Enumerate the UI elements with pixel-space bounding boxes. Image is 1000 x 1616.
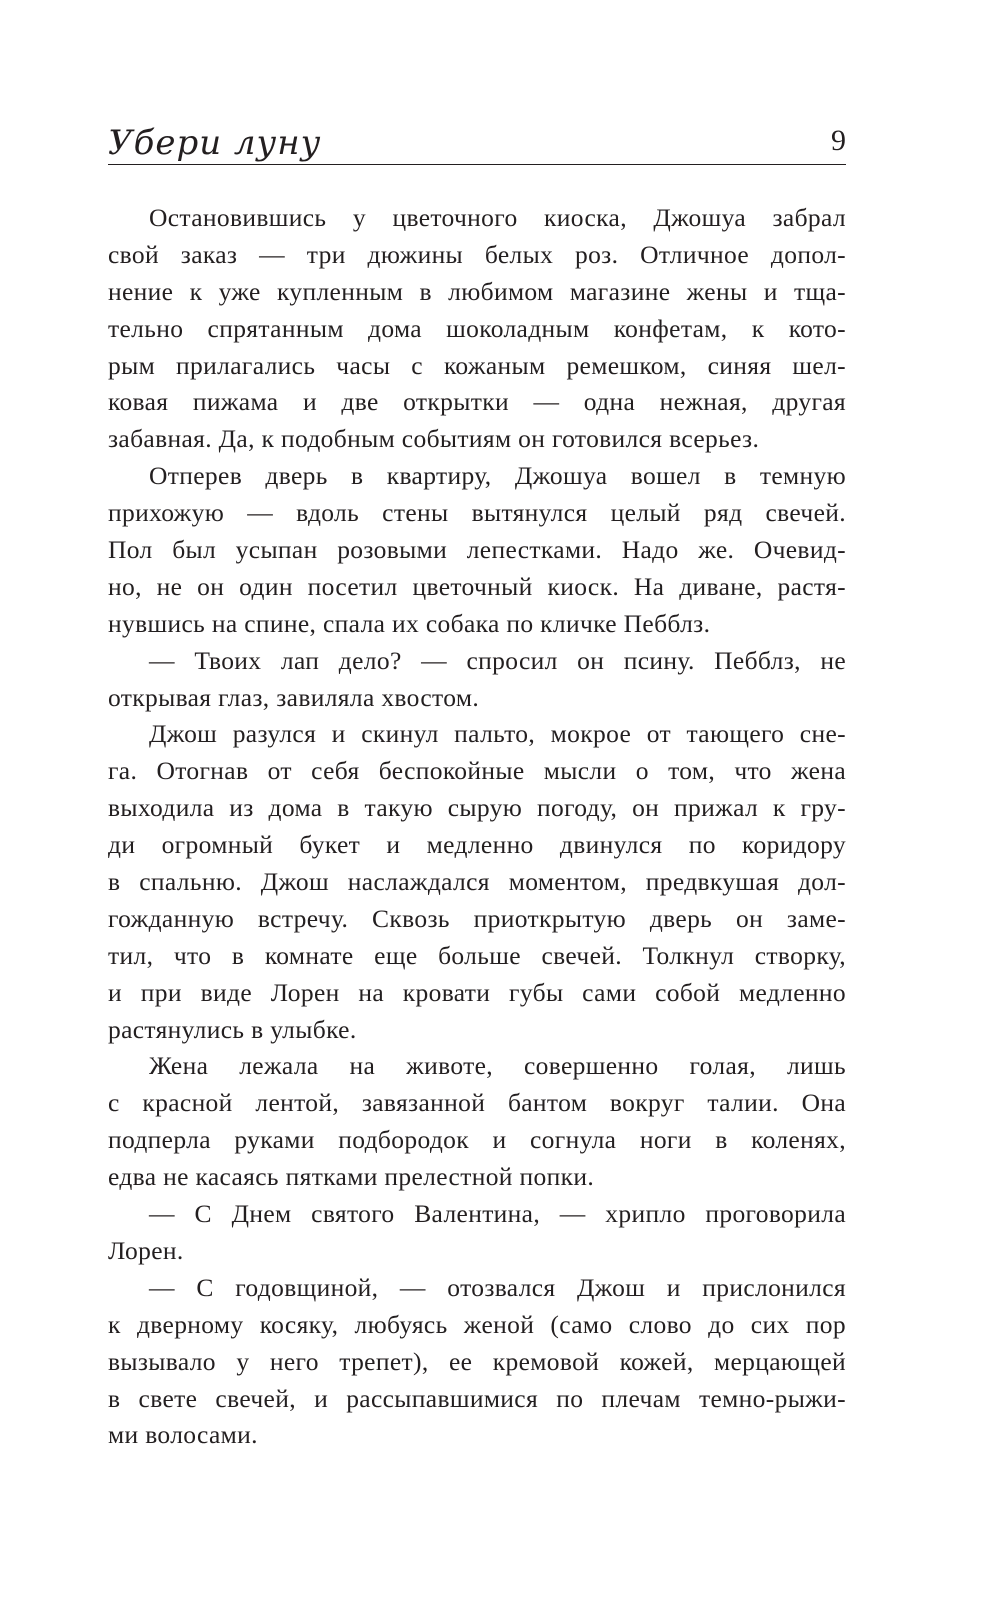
paragraph [108, 643, 846, 717]
text-line: подперла руками подбородок и согнула ноги в коленях, [108, 1125, 846, 1155]
text-line: — Твоих лап дело? — спросил он псину. Пебблз, не [149, 645, 846, 675]
text-line: Отперев дверь в квартиру, Джошуа вошел в темную [149, 461, 846, 491]
page-number: 9 [831, 124, 846, 157]
text-line: тил, что в комнате еще больше свечей. Толкнул створку, [108, 940, 846, 970]
text-line: га. Отогнав от себя беспокойные мысли о том, что жена [108, 756, 846, 786]
text-line: выходила из дома в такую сырую погоду, он прижал к гру- [108, 793, 846, 823]
page-header [108, 112, 846, 165]
text-line: ди огромный букет и медленно двинулся по коридору [108, 830, 846, 860]
text-line: Лорен. [108, 1235, 184, 1265]
paragraph [108, 716, 846, 1048]
text-line: рым прилагались часы с кожаным ремешком, синяя шел- [108, 350, 846, 380]
text-line: в свете свечей, и рассыпавшимися по плечам темно-рыжи- [108, 1383, 846, 1413]
text-line: свой заказ — три дюжины белых роз. Отличное допол- [108, 239, 846, 269]
text-line: забавная. Да, к подобным событиям он готовился всерьез. [108, 424, 760, 454]
text-line: нувшись на спине, спала их собака по кличке Пебблз. [108, 608, 711, 638]
text-line: гожданную встречу. Сквозь приоткрытую дверь он заме- [108, 903, 846, 933]
text-line: едва не касаясь пятками прелестной попки. [108, 1162, 595, 1192]
text-line: но, не он один посетил цветочный киоск. На диване, растя- [108, 571, 846, 601]
text-line: Пол был усыпан розовыми лепестками. Надо же. Очевид- [108, 535, 846, 565]
text-line: — С годовщиной, — отозвался Джош и прислонился [149, 1272, 846, 1302]
text-line: — С Днем святого Валентина, — хрипло проговорила [149, 1199, 846, 1229]
paragraph [108, 458, 846, 642]
text-line: ковая пижама и две открытки — одна нежная, другая [108, 387, 846, 417]
paragraph [108, 1270, 846, 1454]
text-line: нение к уже купленным в любимом магазине жены и тща- [108, 276, 846, 306]
text-line: тельно спрятанным дома шоколадным конфетам, к кото- [108, 313, 846, 343]
text-line: Жена лежала на животе, совершенно голая, лишь [149, 1051, 846, 1081]
text-line: с красной лентой, завязанной бантом вокруг талии. Она [108, 1088, 846, 1118]
text-line: открывая глаз, завиляла хвостом. [108, 682, 480, 712]
running-title: Убери луну [108, 123, 322, 163]
text-line: растянулись в улыбке. [108, 1014, 357, 1044]
text-line: и при виде Лорен на кровати губы сами собой медленно [108, 977, 846, 1007]
paragraph [108, 200, 846, 458]
paragraph [108, 1196, 846, 1270]
text-line: Джош разулся и скинул пальто, мокрое от тающего сне- [149, 719, 846, 749]
text-line: Остановившись у цветочного киоска, Джошуа забрал [149, 203, 846, 232]
paragraph [108, 1048, 846, 1196]
text-line: в спальню. Джош наслаждался моментом, предвкушая дол- [108, 867, 846, 897]
text-line: ми волосами. [108, 1420, 258, 1450]
text-line: прихожую — вдоль стены вытянулся целый ряд свечей. [108, 498, 846, 528]
body-text [108, 200, 846, 1454]
text-line: к дверному косяку, любуясь женой (само слово до сих пор [108, 1309, 846, 1339]
text-line: вызывало у него трепет), ее кремовой кожей, мерцающей [108, 1346, 846, 1376]
